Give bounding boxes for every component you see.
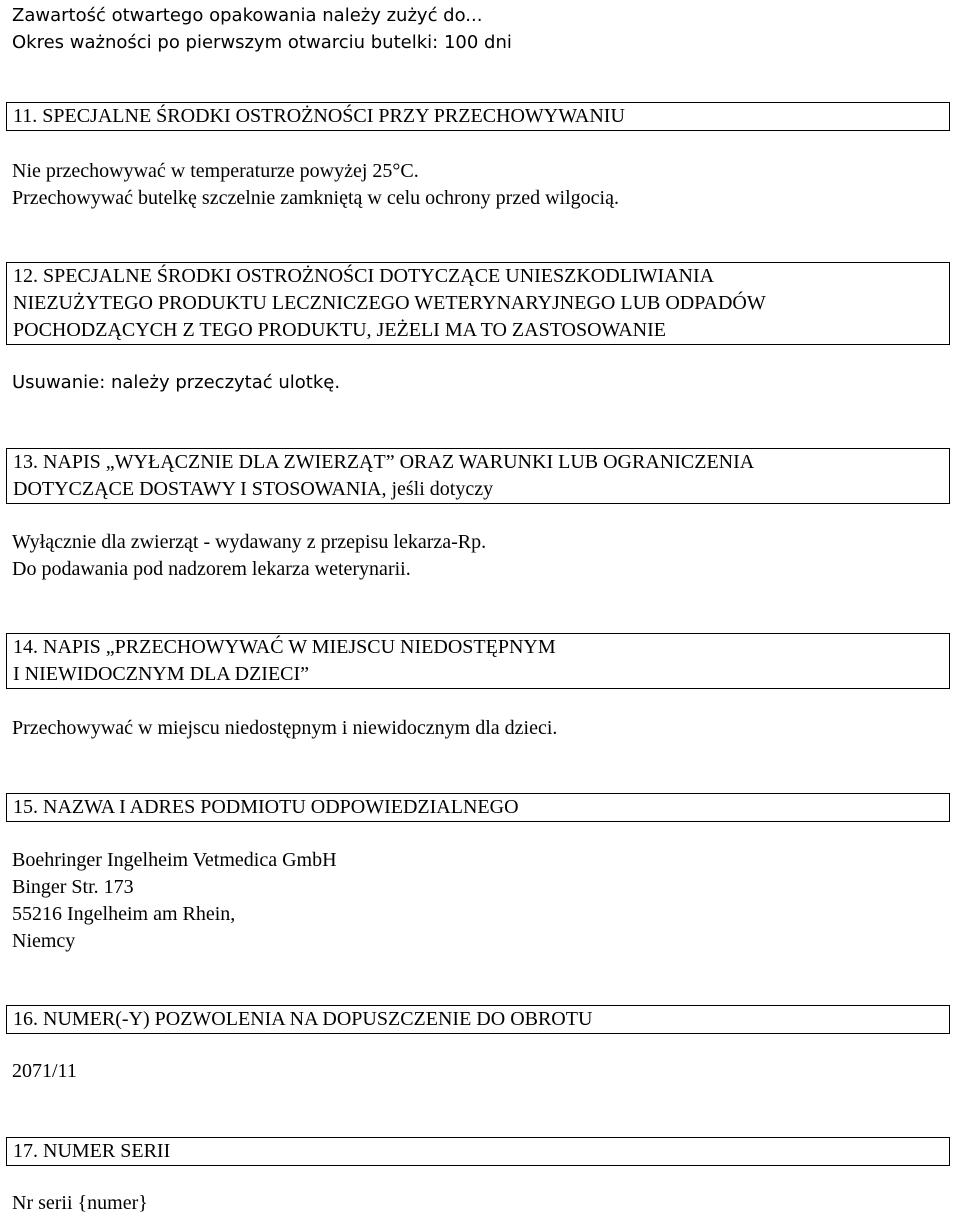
section-13-heading: 13. NAPIS „WYŁĄCZNIE DLA ZWIERZĄT” ORAZ WARUNKI LUB OGRANICZENIA DOTYCZĄCE DOSTAWY I STOSOWANIA, jeśli dotyczy <box>6 448 950 504</box>
section-15-address <box>12 847 337 955</box>
intro-line-1: Zawartość otwartego opakowania należy zużyć do... <box>12 5 483 26</box>
section-11-body <box>12 158 619 212</box>
section-12-body <box>12 369 340 396</box>
country: Niemcy <box>12 930 76 952</box>
intro-block <box>12 2 512 56</box>
section-16-heading: 16. NUMER(-Y) POZWOLENIA NA DOPUSZCZENIE DO OBROTU <box>6 1005 950 1034</box>
street: Binger Str. 173 <box>12 876 134 898</box>
section-13-text-1: Wyłącznie dla zwierząt - wydawany z przepisu lekarza-Rp. <box>12 531 487 553</box>
section-11-text-1: Nie przechowywać w temperaturze powyżej 25°C. <box>12 160 419 182</box>
section-15-heading: 15. NAZWA I ADRES PODMIOTU ODPOWIEDZIALNEGO <box>6 793 950 822</box>
section-12-heading: 12. SPECJALNE ŚRODKI OSTROŻNOŚCI DOTYCZĄCE UNIESZKODLIWIANIA NIEZUŻYTEGO PRODUKTU LECZNICZEGO WETERYNARYJNEGO LUB ODPADÓW POCHODZĄCYCH Z TEGO PRODUKTU, JEŻELI MA TO ZASTOSOWANIE <box>6 262 950 345</box>
section-16-body <box>12 1058 77 1085</box>
company-name: Boehringer Ingelheim Vetmedica GmbH <box>12 849 337 871</box>
city: 55216 Ingelheim am Rhein, <box>12 903 236 925</box>
section-14-heading: 14. NAPIS „PRZECHOWYWAĆ W MIEJSCU NIEDOSTĘPNYM I NIEWIDOCZNYM DLA DZIECI” <box>6 633 950 689</box>
section-11-heading: 11. SPECJALNE ŚRODKI OSTROŻNOŚCI PRZY PRZECHOWYWANIU <box>6 102 950 131</box>
intro-line-2: Okres ważności po pierwszym otwarciu butelki: 100 dni <box>12 32 512 53</box>
batch-number: Nr serii {numer} <box>12 1192 148 1214</box>
section-17-body <box>12 1190 148 1217</box>
section-14-text-1: Przechowywać w miejscu niedostępnym i niewidocznym dla dzieci. <box>12 717 558 739</box>
section-12-text-1: Usuwanie: należy przeczytać ulotkę. <box>12 372 341 393</box>
section-17-heading: 17. NUMER SERII <box>6 1137 950 1166</box>
authorization-number: 2071/11 <box>12 1060 77 1082</box>
section-13-body <box>12 529 486 583</box>
section-11-text-2: Przechowywać butelkę szczelnie zamkniętą w celu ochrony przed wilgocią. <box>12 187 619 209</box>
section-14-body <box>12 715 557 742</box>
section-13-text-2: Do podawania pod nadzorem lekarza weterynarii. <box>12 558 411 580</box>
